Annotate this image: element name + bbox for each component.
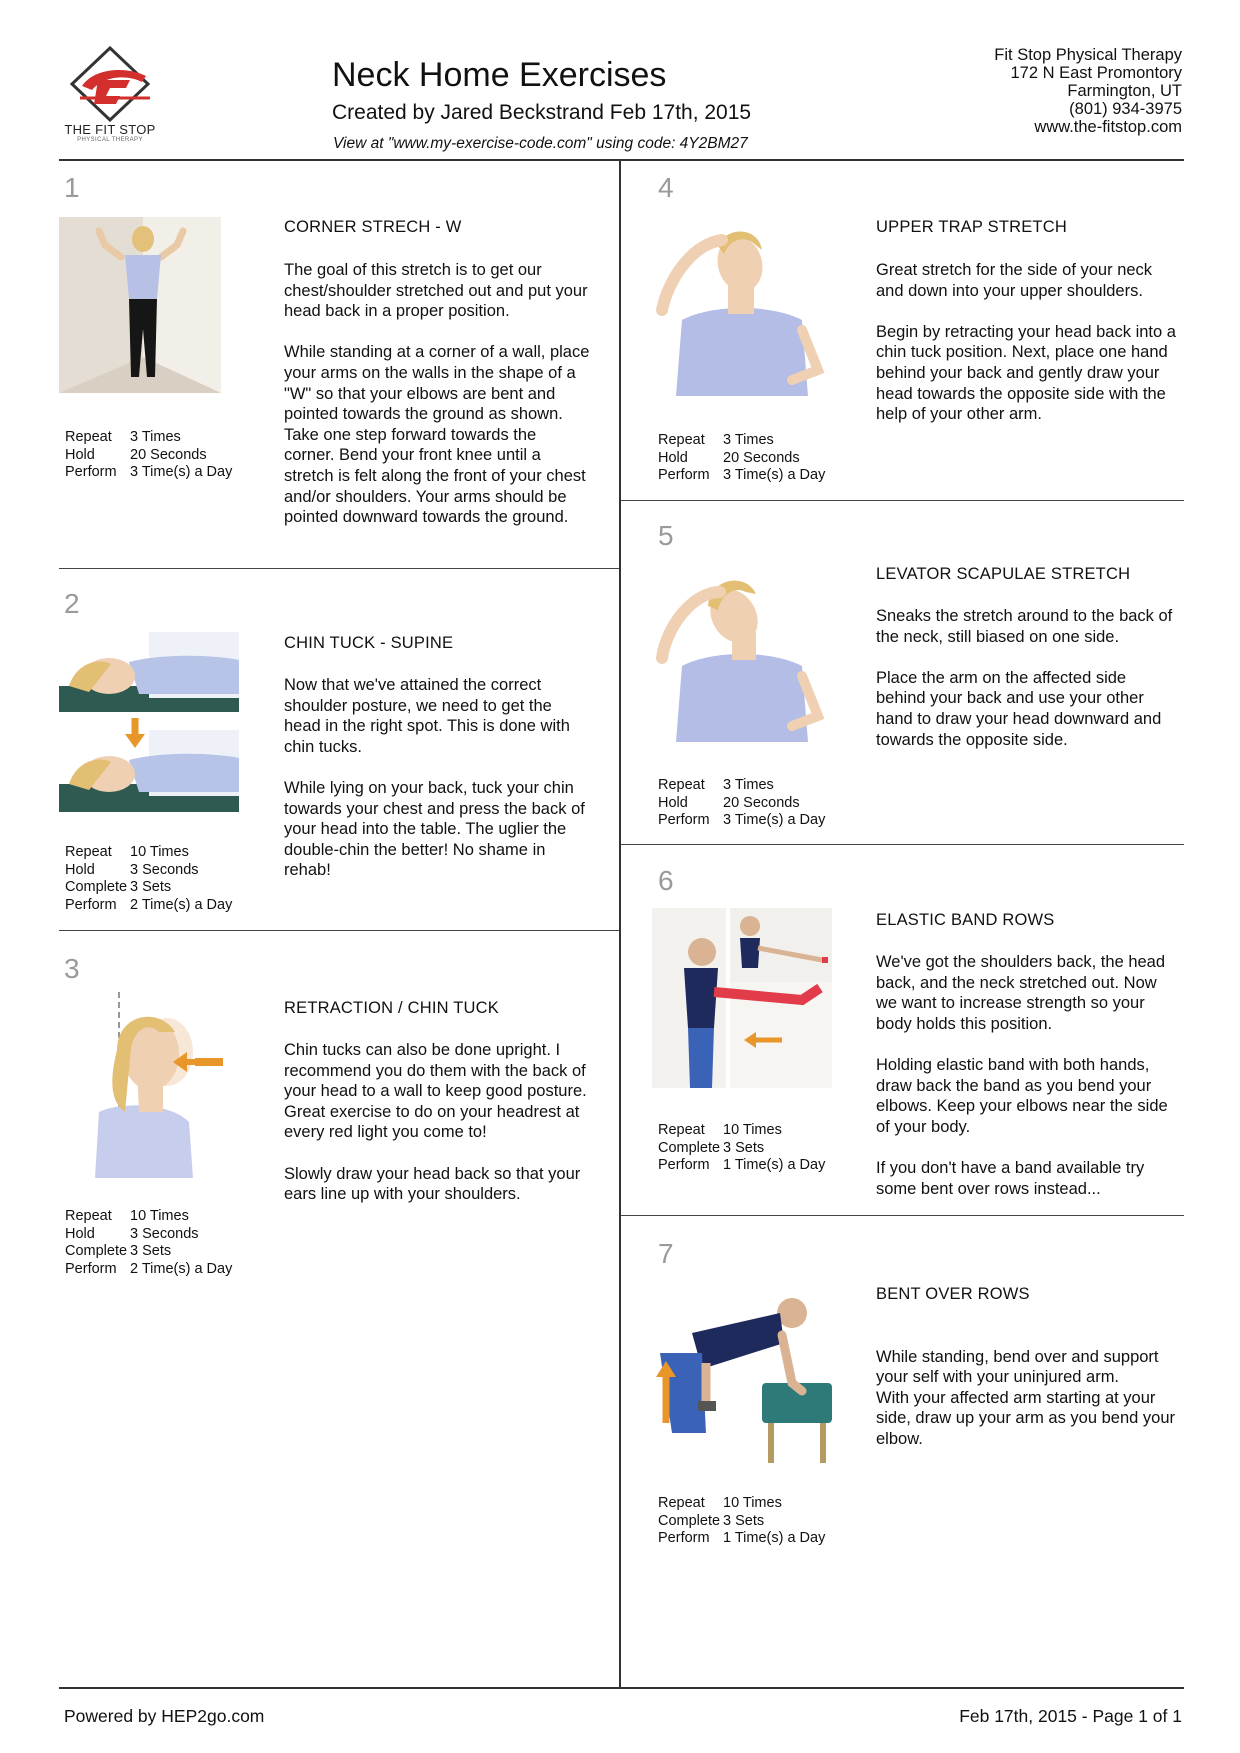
param-value: 3 Sets	[723, 1512, 765, 1529]
param-value: 2 Time(s) a Day	[130, 896, 233, 913]
param-row	[65, 1261, 232, 1279]
param-row	[658, 1157, 825, 1175]
exercise-params	[658, 1495, 825, 1548]
param-label: Perform	[65, 896, 117, 913]
exercise-title: ELASTIC BAND ROWS	[876, 911, 1055, 929]
footer-page-info: Feb 17th, 2015 - Page 1 of 1	[959, 1706, 1182, 1726]
param-row	[65, 1226, 232, 1244]
exercise-params	[65, 1208, 232, 1278]
description-paragraph: Great stretch for the side of your neck and down into your upper shoulders.	[876, 261, 1153, 300]
param-label: Hold	[65, 1225, 95, 1242]
description-paragraph: While lying on your back, tuck your chin towards your chest and press the back of your head into the table. The uglier the double-chin the better! No shame in rehab!	[284, 778, 585, 880]
exercise-image	[59, 632, 239, 812]
section-divider	[621, 500, 1184, 501]
exercise-number: 6	[658, 865, 674, 896]
bent-over-rows-figure	[652, 1283, 832, 1463]
logo-subtext: PHYSICAL THERAPY	[77, 137, 143, 143]
param-label: Complete	[658, 1512, 721, 1529]
param-value: 10 Times	[723, 1122, 782, 1138]
corner-stretch-figure	[59, 217, 221, 393]
exercise-description	[284, 1040, 590, 1225]
param-value: 20 Seconds	[723, 794, 800, 811]
description-paragraph: We've got the shoulders back, the head back, and the neck stretched out. Now we want to increase strength so your body holds this position.	[876, 953, 1166, 1033]
param-label: Hold	[658, 449, 688, 466]
exercise-image	[59, 217, 221, 393]
exercise-number: 2	[64, 588, 80, 619]
description-paragraph: Slowly draw your head back so that your ears line up with your shoulders.	[284, 1164, 581, 1204]
exercise-image	[59, 992, 239, 1178]
param-label: Complete	[65, 879, 128, 896]
param-row	[65, 897, 232, 915]
levator-scapulae-stretch-figure	[652, 566, 832, 742]
description-paragraph: While standing at a corner of a wall, place your arms on the walls in the shape of a "W" so that your elbows are bent and pointed towards the ground as shown. Take one step forward towards the corner. Bend your front knee until a stretch is felt along the front of your chest and/or shoulders. Your arms should be pointed downward towards the ground.	[284, 343, 590, 527]
exercise-image	[652, 908, 832, 1088]
param-row	[65, 1243, 232, 1261]
param-label: Hold	[658, 794, 688, 811]
page-title: Neck Home Exercises	[332, 56, 667, 94]
exercise-description	[876, 952, 1176, 1220]
exercise-code-note: View at "www.my-exercise-code.com" using code: 4Y2BM27	[333, 135, 748, 152]
param-row	[65, 464, 232, 482]
exercise-description	[876, 1326, 1176, 1491]
exercise-number: 4	[658, 172, 674, 203]
param-row	[65, 1208, 232, 1226]
param-label: Hold	[65, 861, 95, 878]
fit-stop-logo	[60, 46, 160, 146]
param-value: 20 Seconds	[130, 446, 207, 463]
clinic-name: Fit Stop Physical Therapy	[994, 46, 1182, 64]
header-divider	[59, 159, 1184, 161]
exercise-title: LEVATOR SCAPULAE STRETCH	[876, 565, 1131, 583]
clinic-website: www.the-fitstop.com	[1034, 118, 1182, 136]
exercise-params	[65, 429, 232, 482]
description-paragraph: Place the arm on the affected side behind your back and use your other hand to draw your head downward and towards the opposite side.	[876, 668, 1162, 749]
page-subtitle: Created by Jared Beckstrand Feb 17th, 2015	[332, 101, 752, 124]
param-value: 20 Seconds	[723, 449, 800, 466]
param-label: Repeat	[658, 432, 705, 448]
param-label: Repeat	[658, 1495, 705, 1511]
param-row	[658, 432, 825, 450]
param-label: Complete	[65, 1243, 128, 1260]
param-value: 3 Times	[723, 432, 774, 448]
section-divider	[621, 844, 1184, 845]
param-label: Repeat	[65, 429, 112, 445]
param-value: 3 Sets	[723, 1139, 765, 1156]
clinic-address: 172 N East Promontory	[1010, 64, 1182, 82]
exercise-image	[652, 220, 832, 396]
param-label: Perform	[658, 1157, 710, 1174]
clinic-phone: (801) 934-3975	[1069, 100, 1182, 118]
exercise-title: CHIN TUCK - SUPINE	[284, 634, 454, 652]
exercise-image	[652, 566, 832, 742]
param-value: 3 Time(s) a Day	[130, 464, 233, 481]
param-row	[658, 1122, 825, 1140]
param-label: Perform	[658, 812, 710, 829]
param-row	[658, 1140, 825, 1158]
param-value: 3 Time(s) a Day	[723, 812, 826, 829]
exercise-params	[658, 777, 825, 830]
description-paragraph: Sneaks the stretch around to the back of the neck, still biased on one side.	[876, 607, 1173, 646]
param-label: Hold	[65, 446, 95, 463]
param-label: Complete	[658, 1139, 721, 1156]
param-label: Repeat	[65, 1208, 112, 1224]
exercise-number: 1	[64, 172, 80, 203]
param-value: 10 Times	[130, 1208, 189, 1224]
param-row	[658, 812, 825, 830]
param-row	[658, 1530, 825, 1548]
param-label: Repeat	[658, 777, 705, 793]
description-paragraph: While standing, bend over and support your self with your uninjured arm. With your affected arm starting at your side, draw up your arm as you bend your elbow.	[876, 1347, 1175, 1448]
description-paragraph: The goal of this stretch is to get our chest/shoulder stretched out and put your head back in a proper position.	[284, 261, 588, 321]
exercise-number: 7	[658, 1238, 674, 1269]
param-label: Repeat	[658, 1122, 705, 1138]
exercise-title: CORNER STRECH - W	[284, 218, 462, 236]
exercise-description	[284, 675, 590, 902]
exercise-description	[284, 260, 590, 548]
param-value: 1 Time(s) a Day	[723, 1157, 826, 1174]
footer-powered-by: Powered by HEP2go.com	[64, 1706, 265, 1726]
description-paragraph: If you don't have a band available try some bent over rows instead...	[876, 1158, 1145, 1198]
exercise-number: 3	[64, 953, 80, 984]
param-value: 3 Times	[723, 777, 774, 793]
param-row	[65, 844, 232, 862]
section-divider	[59, 930, 619, 931]
clinic-city: Farmington, UT	[1067, 82, 1182, 100]
param-row	[658, 450, 825, 468]
param-row	[658, 1513, 825, 1531]
param-label: Perform	[65, 464, 117, 481]
param-value: 3 Sets	[130, 1243, 172, 1260]
exercise-params	[658, 1122, 825, 1175]
param-row	[658, 1495, 825, 1513]
exercise-title: RETRACTION / CHIN TUCK	[284, 999, 499, 1017]
param-row	[65, 879, 232, 897]
param-label: Perform	[658, 467, 710, 484]
param-value: 3 Seconds	[130, 861, 199, 878]
description-paragraph: Now that we've attained the correct shoulder posture, we need to get the head in the right spot. This is done with chin tucks.	[284, 676, 570, 756]
param-row	[658, 777, 825, 795]
param-value: 3 Time(s) a Day	[723, 467, 826, 484]
exercise-title: BENT OVER ROWS	[876, 1285, 1030, 1303]
footer-divider	[59, 1687, 1184, 1689]
exercise-params	[65, 844, 232, 914]
retraction-chin-tuck-figure	[59, 992, 239, 1178]
param-row	[65, 447, 232, 465]
fit-stop-logo-mark	[60, 46, 160, 122]
description-paragraph: Chin tucks can also be done upright. I recommend you do them with the back of your head to a wall to keep good posture. Great exercise to do on your headrest at every red light you come to!	[284, 1041, 587, 1142]
param-label: Repeat	[65, 844, 112, 860]
param-row	[658, 467, 825, 485]
param-value: 3 Seconds	[130, 1225, 199, 1242]
param-value: 3 Times	[130, 429, 181, 445]
description-paragraph: Holding elastic band with both hands, draw back the band as you bend your elbows. Keep your elbows near the side of your body.	[876, 1055, 1168, 1136]
param-value: 10 Times	[723, 1495, 782, 1511]
param-row	[658, 795, 825, 813]
exercise-description	[876, 260, 1176, 445]
exercise-params	[658, 432, 825, 485]
chin-tuck-supine-figure	[59, 632, 239, 812]
param-value: 3 Sets	[130, 879, 172, 896]
param-label: Perform	[65, 1260, 117, 1277]
param-value: 1 Time(s) a Day	[723, 1530, 826, 1547]
logo-text: THE FIT STOP	[64, 122, 156, 137]
elastic-band-rows-figure	[652, 908, 832, 1088]
exercise-image	[652, 1283, 832, 1463]
param-label: Perform	[658, 1530, 710, 1547]
upper-trap-stretch-figure	[652, 220, 832, 396]
param-value: 10 Times	[130, 844, 189, 860]
section-divider	[59, 568, 619, 569]
exercise-number: 5	[658, 520, 674, 551]
exercise-title: UPPER TRAP STRETCH	[876, 218, 1067, 236]
param-value: 2 Time(s) a Day	[130, 1260, 233, 1277]
param-row	[65, 862, 232, 880]
column-divider	[619, 161, 621, 1689]
exercise-description	[876, 606, 1176, 771]
param-row	[65, 429, 232, 447]
description-paragraph: Begin by retracting your head back into a chin tuck position. Next, place one hand behind your back and gently draw your head towards the opposite side with the help of your other arm.	[876, 322, 1176, 424]
